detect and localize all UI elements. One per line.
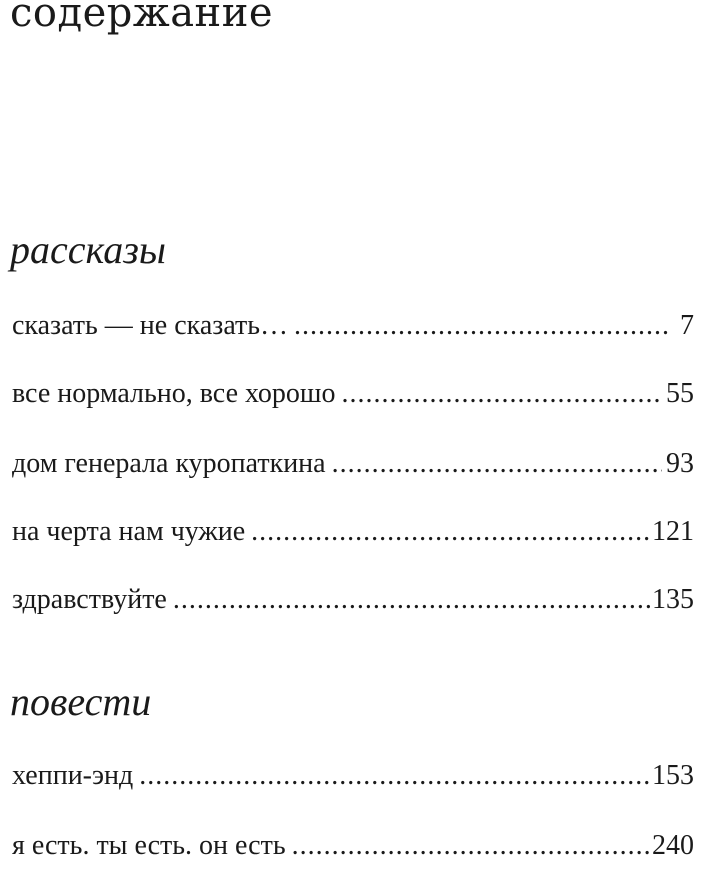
toc-entry[interactable]: [12, 584, 694, 624]
toc-entry[interactable]: [12, 378, 694, 418]
toc-entry[interactable]: [12, 830, 694, 870]
toc-entry-page: 153: [652, 760, 694, 791]
dot-leader: [173, 584, 652, 616]
toc-entry-title: здравствуйте: [12, 584, 167, 615]
dot-leader: [294, 310, 668, 342]
toc-entry[interactable]: [12, 516, 694, 556]
dot-leader: [139, 760, 652, 792]
toc-entry-page: 7: [680, 310, 694, 341]
toc-entry-title: я есть. ты есть. он есть: [12, 830, 286, 861]
dot-leader: [332, 448, 662, 480]
toc-entry-page: 55: [666, 378, 694, 409]
dot-leader: [342, 378, 663, 410]
dot-leader: [292, 830, 652, 862]
toc-entry-title: все нормально, все хорошо: [12, 378, 336, 409]
toc-entry-title: на черта нам чужие: [12, 516, 246, 547]
toc-entry-page: 121: [652, 516, 694, 547]
section-heading-stories: рассказы: [10, 227, 166, 272]
toc-entry[interactable]: [12, 310, 694, 350]
toc-entry[interactable]: [12, 760, 694, 800]
toc-entry-title: хеппи-энд: [12, 760, 134, 791]
toc-entry-page: 135: [652, 584, 694, 615]
section-heading-novellas: повести: [10, 679, 152, 724]
toc-entry-title: сказать — не сказать…: [12, 310, 289, 341]
toc-entry[interactable]: [12, 448, 694, 488]
toc-entry-title: дом генерала куропаткина: [12, 448, 326, 479]
toc-entry-page: 93: [666, 448, 694, 479]
dot-leader: [251, 516, 652, 548]
page-title: содержание: [10, 0, 274, 36]
toc-entry-page: 240: [652, 830, 694, 861]
